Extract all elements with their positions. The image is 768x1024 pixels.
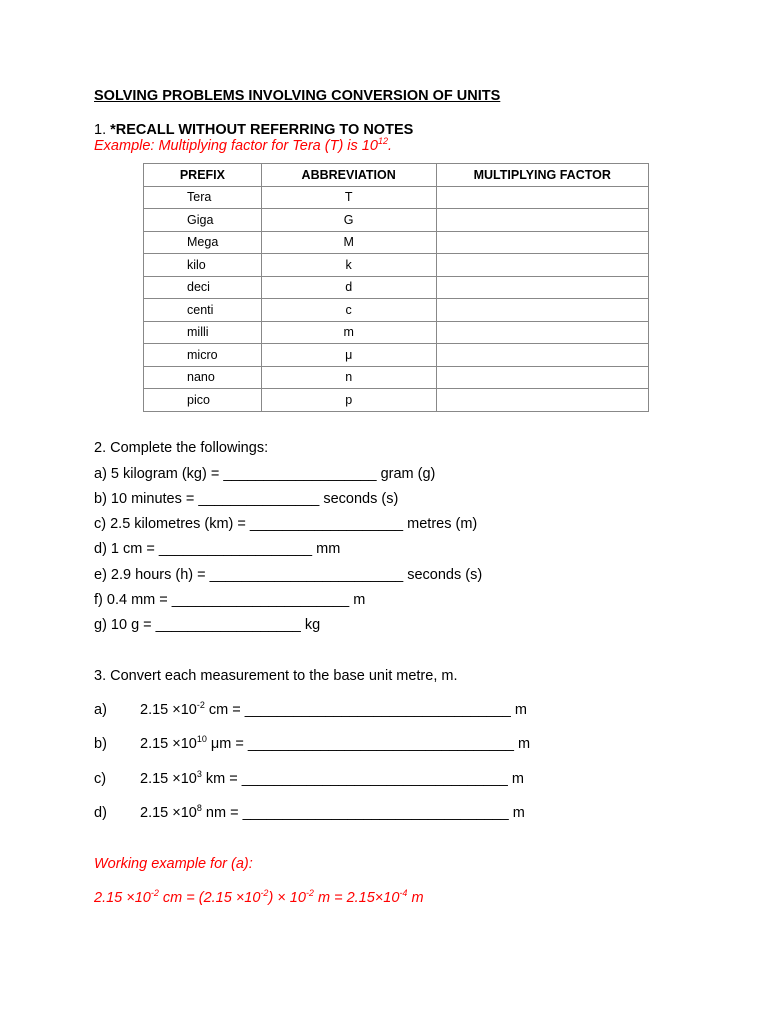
question-2-item-g: g) 10 g = __________________ kg [94, 617, 321, 633]
equation-part: 2.15 ×10 [94, 890, 151, 906]
table-row [144, 231, 649, 254]
expression-exponent: 3 [196, 769, 202, 780]
expression-exponent: 10 [196, 734, 207, 745]
example-text: Example: Multiplying factor for Tera (T) is 10 [94, 138, 378, 154]
table-header-row [144, 164, 649, 187]
item-expression [140, 736, 530, 752]
example-exponent: 12 [377, 136, 388, 147]
example-period: . [387, 138, 392, 154]
question-2-item-e: e) 2.9 hours (h) = ________________________ seconds (s) [94, 567, 483, 583]
item-label: c) [94, 771, 107, 787]
expression-rest: μm = _________________________________ m [206, 736, 531, 752]
prefix-cell: Tera [144, 186, 262, 209]
abbreviation-cell: d [261, 276, 436, 299]
item-label: d) [94, 805, 107, 821]
equation-part: m = 2.15×10 [313, 890, 400, 906]
prefix-cell: Giga [144, 209, 262, 232]
abbreviation-cell: p [261, 389, 436, 412]
factor-cell[interactable] [436, 186, 649, 209]
expression-base: 2.15 ×10 [140, 702, 197, 718]
question-2-item-b: b) 10 minutes = _______________ seconds (s) [94, 491, 399, 507]
factor-cell[interactable] [436, 344, 649, 367]
equation-part: cm = (2.15 ×10 [158, 890, 261, 906]
abbreviation-cell: μ [261, 344, 436, 367]
prefix-cell: centi [144, 299, 262, 322]
table-row [144, 366, 649, 389]
expression-base: 2.15 ×10 [140, 771, 197, 787]
item-expression [140, 805, 525, 821]
question-1-example [94, 138, 392, 154]
factor-cell[interactable] [436, 389, 649, 412]
expression-rest: nm = _________________________________ m [201, 805, 525, 821]
header-prefix: PREFIX [144, 164, 262, 187]
expression-rest: km = _________________________________ m [201, 771, 524, 787]
prefix-cell: Mega [144, 231, 262, 254]
item-expression [140, 702, 527, 718]
abbreviation-cell: T [261, 186, 436, 209]
table-row [144, 299, 649, 322]
factor-cell[interactable] [436, 299, 649, 322]
expression-base: 2.15 ×10 [140, 736, 197, 752]
question-3-item-c [0, 771, 768, 791]
table-row [144, 389, 649, 412]
expression-rest: cm = _________________________________ m [204, 702, 527, 718]
equation-exponent: -4 [399, 888, 408, 899]
equation-part: ) × 10 [268, 890, 306, 906]
prefix-cell: milli [144, 321, 262, 344]
question-2-item-a: a) 5 kilogram (kg) = ___________________ gram (g) [94, 466, 436, 482]
equation-exponent: -2 [305, 888, 314, 899]
table-row [144, 321, 649, 344]
abbreviation-cell: G [261, 209, 436, 232]
expression-exponent: -2 [196, 700, 205, 711]
question-1-heading [94, 122, 413, 138]
prefix-cell: deci [144, 276, 262, 299]
abbreviation-cell: M [261, 231, 436, 254]
equation-exponent: -2 [150, 888, 159, 899]
working-example-equation [94, 890, 424, 906]
factor-cell[interactable] [436, 276, 649, 299]
prefix-cell: micro [144, 344, 262, 367]
question-2-heading: 2. Complete the followings: [94, 440, 269, 456]
abbreviation-cell: k [261, 254, 436, 277]
working-example-heading: Working example for (a): [94, 856, 253, 872]
expression-exponent: 8 [196, 803, 202, 814]
item-label: a) [94, 702, 107, 718]
question-3-item-b [0, 736, 768, 756]
equation-exponent: -2 [260, 888, 269, 899]
prefix-cell: kilo [144, 254, 262, 277]
equation-part: m [407, 890, 424, 906]
prefix-cell: nano [144, 366, 262, 389]
factor-cell[interactable] [436, 209, 649, 232]
abbreviation-cell: c [261, 299, 436, 322]
question-2-item-c: c) 2.5 kilometres (km) = ___________________ metres (m) [94, 516, 478, 532]
item-expression [140, 771, 524, 787]
question-1-text: *RECALL WITHOUT REFERRING TO NOTES [110, 122, 414, 138]
abbreviation-cell: n [261, 366, 436, 389]
question-3-item-a [0, 702, 768, 722]
question-3-item-d [0, 805, 768, 825]
question-3-heading: 3. Convert each measurement to the base unit metre, m. [94, 668, 458, 684]
question-1-number: 1. [94, 122, 107, 138]
question-2-item-f: f) 0.4 mm = ______________________ m [94, 592, 366, 608]
header-abbreviation: ABBREVIATION [261, 164, 436, 187]
factor-cell[interactable] [436, 321, 649, 344]
header-multiplying-factor: MULTIPLYING FACTOR [436, 164, 649, 187]
item-label: b) [94, 736, 107, 752]
table-row [144, 186, 649, 209]
factor-cell[interactable] [436, 254, 649, 277]
prefix-table [143, 163, 649, 412]
table-row [144, 209, 649, 232]
question-2-item-d: d) 1 cm = ___________________ mm [94, 541, 341, 557]
table-row [144, 344, 649, 367]
prefix-cell: pico [144, 389, 262, 412]
factor-cell[interactable] [436, 231, 649, 254]
table-row [144, 254, 649, 277]
factor-cell[interactable] [436, 366, 649, 389]
page-title: SOLVING PROBLEMS INVOLVING CONVERSION OF UNITS [94, 88, 501, 104]
table-row [144, 276, 649, 299]
expression-base: 2.15 ×10 [140, 805, 197, 821]
abbreviation-cell: m [261, 321, 436, 344]
